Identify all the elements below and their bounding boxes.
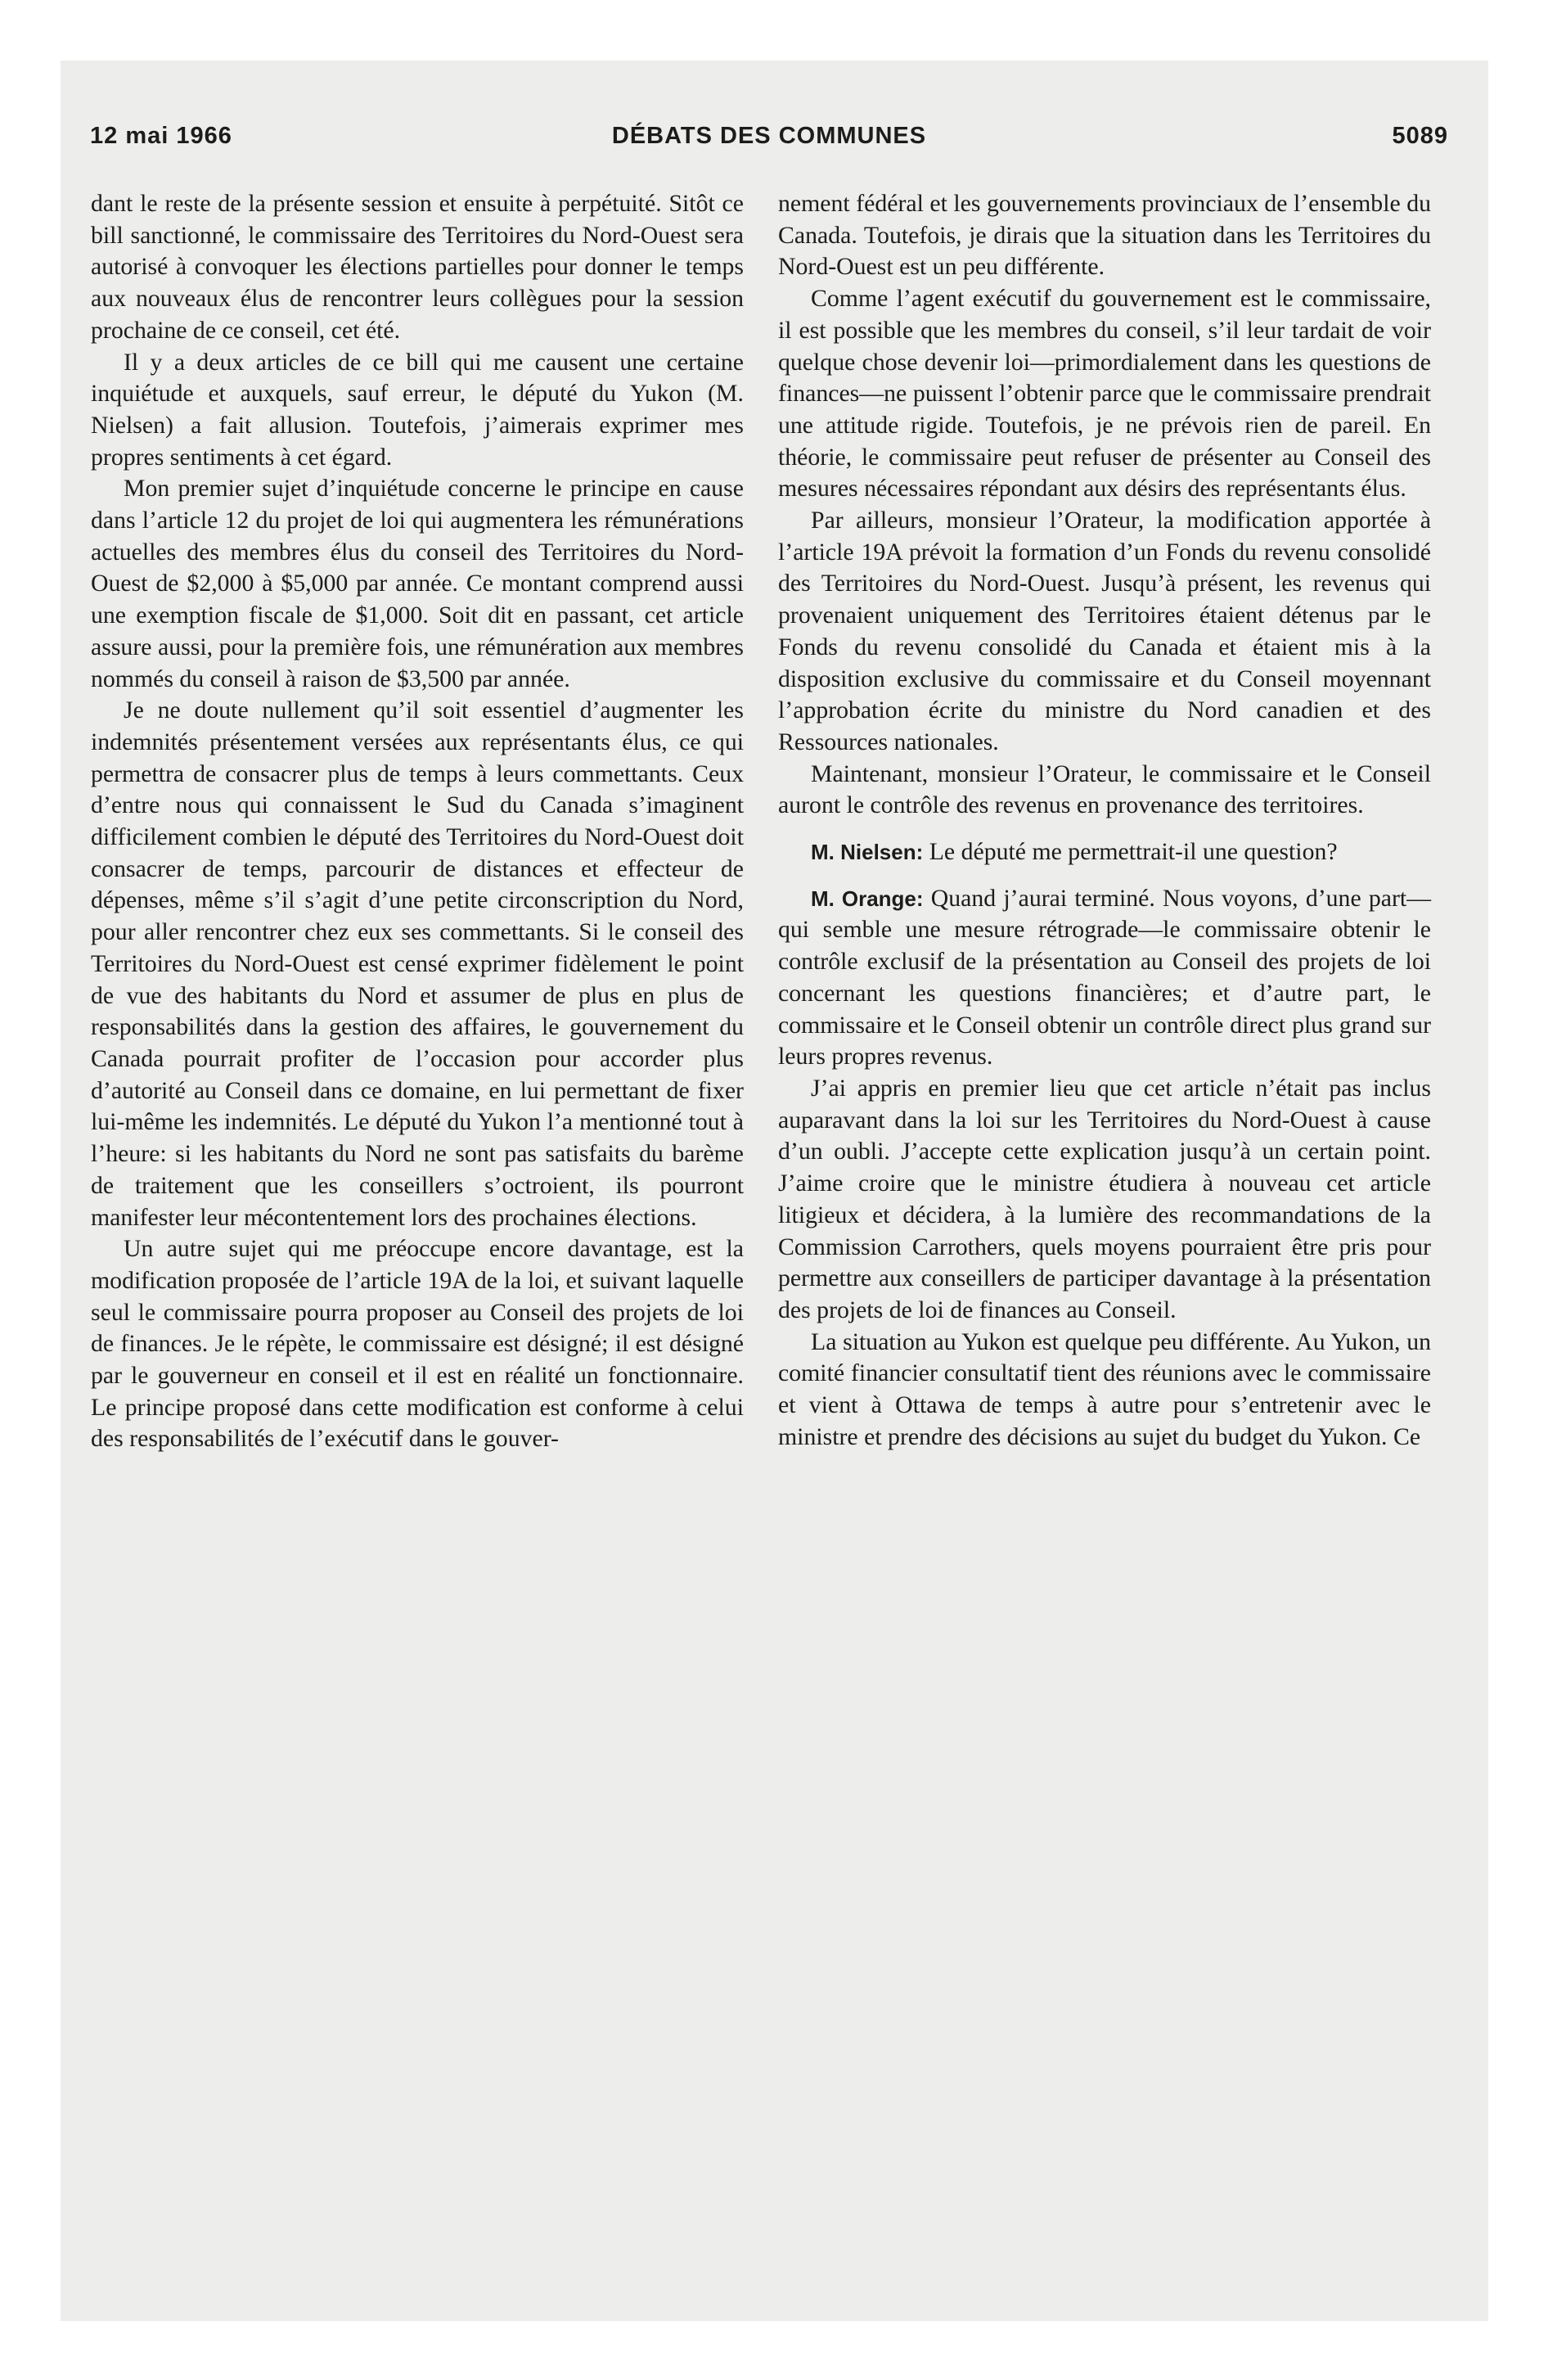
speaker-name: M. Nielsen:: [811, 840, 924, 865]
paragraph: Mon premier sujet d’inquiétude concerne le principe en cause dans l’article 12 du projet de loi qui augmentera les rémunérations actuelles des membres élus du conseil des Territoires du Nord-Ouest de $2,000 à $5,000 par année. Ce montant comprend aussi une exemption fiscale de $1,000. Soit dit en passant, cet article assure aussi, pour la première fois, une rémunération aux membres nommés du conseil à raison de $3,500 par année.: [91, 475, 744, 692]
speech-text: Le député me permettrait-il une question?: [929, 838, 1338, 866]
left-column: [91, 188, 744, 1455]
page-header: [90, 123, 1448, 162]
speech-orange: [778, 883, 1431, 1073]
speech-text: Quand j’aurai terminé. Nous voyons, d’une part—qui semble une mesure rétrograde—le commissaire obtenir le contrôle exclusif de la présentation au Conseil des projets de loi concernant les questions financières; et d’autre part, le commissaire et le Conseil obtenir un contrôle direct plus grand sur leurs propres revenus.: [778, 884, 1431, 1071]
paragraph: Maintenant, monsieur l’Orateur, le commissaire et le Conseil auront le contrôle des revenus en provenance des territoires.: [778, 760, 1431, 819]
page-number: 5089: [1392, 123, 1448, 149]
paragraph: Un autre sujet qui me préoccupe encore davantage, est la modification proposée de l’article 19A de la loi, et suivant laquelle seul le commissaire pourra proposer au Conseil des projets de loi de finances. Je le répète, le commissaire est désigné; il est désigné par le gouverneur en conseil et il est en réalité un fonctionnaire. Le principe proposé dans cette modification est conforme à celui des responsabilités de l’exécutif dans le gouver-: [91, 1235, 744, 1453]
speaker-name: M. Orange:: [811, 886, 924, 911]
paragraph: Comme l’agent exécutif du gouvernement est le commissaire, il est possible que les membres du conseil, s’il leur tardait de voir quelque chose devenir loi—primordialement dans les questions de finances—ne puissent l’obtenir parce que le commissaire prendrait une attitude rigide. Toutefois, je ne prévois rien de pareil. En théorie, le commissaire peut refuser de présenter au Conseil des mesures nécessaires répondant aux désirs des représentants élus.: [778, 285, 1431, 503]
paragraph: dant le reste de la présente session et ensuite à perpétuité. Sitôt ce bill sanctionné, le commissaire des Territoires du Nord-Ouest sera autorisé à convoquer les élections partielles pour donner le temps aux nouveaux élus de rencontrer leurs collègues pour la session prochaine de ce conseil, cet été.: [91, 190, 744, 344]
paragraph: Il y a deux articles de ce bill qui me causent une certaine inquiétude et auxquels, sauf erreur, le député du Yukon (M. Nielsen) a fait allusion. Toutefois, j’aimerais exprimer mes propres sentiments à cet égard.: [91, 348, 744, 471]
paragraph: Je ne doute nullement qu’il soit essentiel d’augmenter les indemnités présentement versées aux représentants élus, ce qui permettra de consacrer plus de temps à leurs commettants. Ceux d’entre nous qui connaissent le Sud du Canada s’imaginent difficilement combien le député des Territoires du Nord-Ouest doit consacrer de temps, parcourir de distances et effecteur de dépenses, même s’il s’agit d’une petite circonscription du Nord, pour aller rencontrer chez eux ses commettants. Si le conseil des Territoires du Nord-Ouest est censé exprimer fidèlement le point de vue des habitants du Nord et assumer de plus en plus de responsabilités dans la gestion des affaires, le gouvernement du Canada pourrait profiter de l’occasion pour accorder plus d’autorité au Conseil dans ce domaine, en lui permettant de fixer lui-même les indemnités. Le député du Yukon l’a mentionné tout à l’heure: si les habitants du Nord ne sont pas satisfaits du barème de traitement que les conseillers s’octroient, ils pourront manifester leur mécontentement lors des prochaines élections.: [91, 696, 744, 1231]
paragraph: J’ai appris en premier lieu que cet article n’était pas inclus auparavant dans la loi sur les Territoires du Nord-Ouest à cause d’un oubli. J’accepte cette explication jusqu’à un certain point. J’aime croire que le ministre étudiera à nouveau cet article litigieux et décidera, à la lumière des recommandations de la Commission Carrothers, quels moyens pourraient être pris pour permettre aux conseillers de participer davantage à la présentation des projets de loi de finances au Conseil.: [778, 1074, 1431, 1323]
publication-title: DÉBATS DES COMMUNES: [611, 123, 927, 149]
header-date: 12 mai 1966: [90, 123, 232, 149]
right-column: [778, 188, 1431, 1453]
paragraph: La situation au Yukon est quelque peu différente. Au Yukon, un comité financier consultatif tient des réunions avec le commissaire et vient à Ottawa de temps à autre pour s’entretenir avec le ministre et prendre des décisions au sujet du budget du Yukon. Ce: [778, 1327, 1431, 1450]
paragraph: Par ailleurs, monsieur l’Orateur, la modification apportée à l’article 19A prévoit la formation d’un Fonds du revenu consolidé des Territoires du Nord-Ouest. Jusqu’à présent, les revenus qui provenaient uniquement des Territoires étaient détenus par le Fonds du revenu consolidé du Canada et étaient mis à la disposition exclusive du commissaire et du Conseil moyennant l’approbation écrite du ministre du Nord canadien et des Ressources nationales.: [778, 507, 1431, 755]
paragraph: nement fédéral et les gouvernements provinciaux de l’ensemble du Canada. Toutefois, je dirais que la situation dans les Territoires du Nord-Ouest est un peu différente.: [778, 190, 1431, 281]
speech-nielsen: [778, 836, 1431, 868]
